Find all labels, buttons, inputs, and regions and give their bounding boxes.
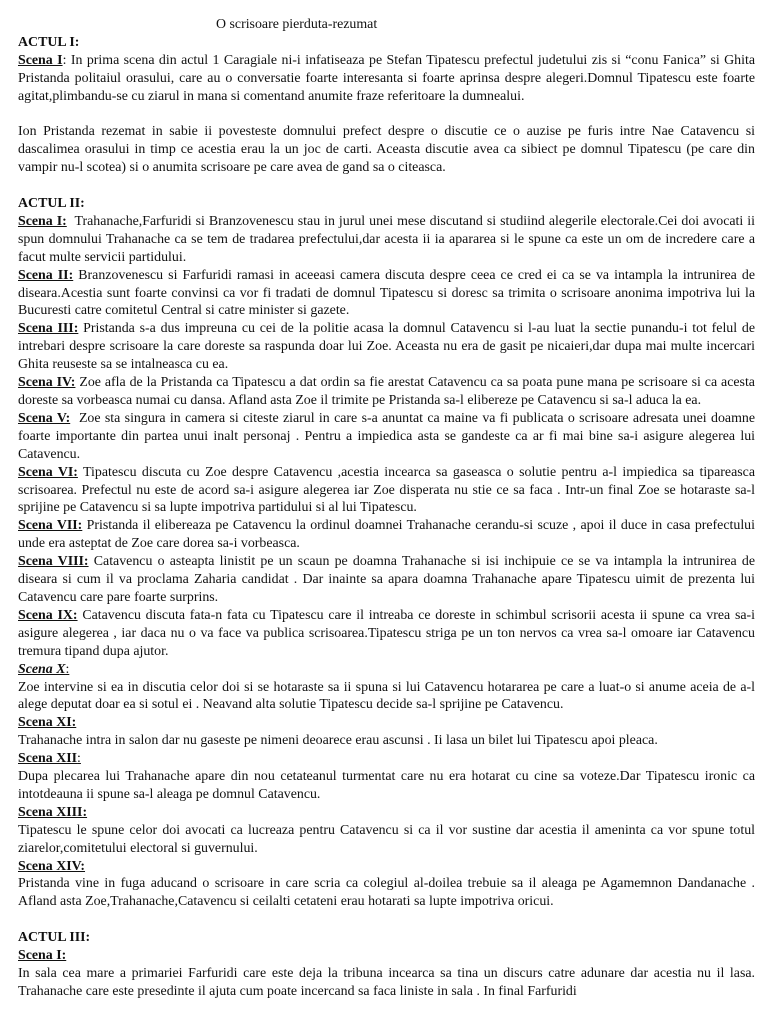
scene-label: Scena VI: (18, 464, 78, 480)
scene-text: Trahanache,Farfuridi si Branzovenescu stau in jurul unei mese discutand si studiind alegerile electorale.Cei doi avocati ii spun domnului Trahanache ca se tem de tradarea prefectului,dar acesta ii ia apararea si le spune ca este un om de incredere care a facut multe servicii partidului. (18, 213, 755, 265)
document-body (18, 16, 755, 1001)
act2-scene12-text: Dupa plecarea lui Trahanache apare din nou cetateanul turmentat care nu era hotarat cu cine sa voteze.Dar Tipatescu ironic ca intotdeauna ii spune sa-l aleaga pe domnul Catavencu. (18, 769, 755, 802)
scene-label: Scena I (18, 52, 63, 68)
act2-scene2 (18, 267, 755, 321)
paragraph-gap (18, 911, 755, 929)
act1-scene1 (18, 52, 755, 106)
act2-scene8 (18, 553, 755, 607)
scene-text: Tipatescu discuta cu Zoe despre Catavencu ,acestia incearca sa gaseasca o solutie pentru a-l impiedica sa tipareasca scrisoarea. Prefectul nu este de acord sa-i asigure alegerea iar Zoe disperata nu stie ce sa faca . Intr-un final Zoe se hotaraste sa-l sprijine pe Catavencu si sa lupte impotriva partidului si al lui Tipatescu. (18, 464, 755, 516)
act2-scene11-label: Scena XI: (18, 715, 77, 731)
scene-text: Pristanda il elibereaza pe Catavencu la ordinul doamnei Trahanache cerandu-si scuze , apoi il duce in casa prefectului unde era asteptat de Zoe care dorea sa-i vorbeasca. (18, 518, 755, 552)
act2-scene5 (18, 410, 755, 464)
act3-scene1-label: Scena I: (18, 948, 67, 964)
act2-scene6 (18, 464, 755, 518)
act3-heading: ACTUL III: (18, 930, 91, 946)
scene-label: Scena V: (18, 410, 71, 426)
act1-paragraph-2: Ion Pristanda rezemat in sabie ii povesteste domnului prefect despre o discutie ce o auzise pe furis intre Nae Catavencu si dascalimea orasului in timp ce acestia erau la un joc de carti. Aceasta discutie avea ca sibiect pe domnul Tipatescu (pe care din vampir nu-l scotea) si o anumita scrisoare pe care avea de gand sa o citeasca. (18, 124, 755, 176)
scene-text: Zoe afla de la Pristanda ca Tipatescu a dat ordin sa fie arestat Catavencu ca sa poata pune mana pe scrisoare si ca acesta doreste sa vorbeasca numai cu dansa. Afland asta Zoe il trimite pe Pristanda sa-l elibereze pe Catavencu si sa-l aduca la ea. (18, 375, 755, 408)
scene-label: Scena III: (18, 321, 79, 337)
act2-scene9 (18, 607, 755, 661)
act2-scene10-label (18, 661, 755, 679)
scene-label: Scena VIII: (18, 554, 89, 570)
scene-text: Pristanda s-a dus impreuna cu cei de la politie acasa la domnul Catavencu si l-au luat la sectie punandu-i tot felul de intrebari despre scrisoare la care doreste sa raspunda doar lui Zoe. Aceasta nu era de gasit pe nicaieri,dar dupa mai multe incercari Ghita reuseste sa se intalneasca cu ea. (18, 321, 755, 373)
act2-scene1 (18, 213, 755, 267)
scene-label-colon: : (65, 661, 70, 677)
act2-scene10-text: Zoe intervine si ea in discutia celor doi si se hotaraste sa ii spuna si lui Catavencu hotararea pe care a luat-o si anume aceia de a-l alege deputat doar ea si sotul ei . Neavand alta solutie Tipatescu decide sa-l sprijine pe Catavencu. (18, 679, 755, 713)
scene-label: Scena X (18, 661, 66, 677)
paragraph-gap (18, 106, 755, 124)
scene-label-colon: : (77, 751, 81, 767)
paragraph-gap (18, 177, 755, 195)
act2-scene4 (18, 374, 755, 410)
act3-scene1-text: In sala cea mare a primariei Farfuridi care este deja la tribuna incearca sa tina un discurs catre adunare dar acestia nu il lasa. Trahanache care este presedinte il ajuta cum poate incercand sa faca liniste in sala . In final Farfuridi (18, 965, 755, 999)
act2-scene3 (18, 320, 755, 374)
scene-text: Zoe sta singura in camera si citeste ziarul in care s-a anuntat ca maine va fi publicata o scrisoare adresata unei doamne foarte importante din partea unui inalt personaj . Pentru a impiedica asta se gandeste ca ar fi mai bine sa-i asigure alegerea lui Catavencu. (18, 410, 755, 462)
scene-label: Scena IV: (18, 375, 76, 391)
scene-label: Scena XII (18, 751, 78, 767)
act2-scene11-text: Trahanache intra in salon dar nu gaseste pe nimeni deoarece erau ascunsi . Ii lasa un bilet lui Tipatescu apoi pleaca. (18, 733, 658, 749)
act2-scene14-label: Scena XIV: (18, 858, 86, 874)
scene-text: In prima scena din actul 1 Caragiale ni-i infatiseaza pe Stefan Tipatescu prefectul judetului zis si “conu Fanica” si Ghita Pristanda politaiul orasului, care au o conversatie foarte interesanta si foarte aprinsa despre alegeri.Domnul Tipatescu este foarte agitat,plimbandu-se cu ziarul in mana si comentand anumite fraze referitoare la dumnealui. (18, 52, 755, 104)
act1-heading: ACTUL I: (18, 34, 80, 50)
scene-label: Scena VII: (18, 518, 83, 534)
scene-text: Catavencu o asteapta linistit pe un scaun pe doamna Trahanache si isi inchipuie ce se va intampla la intrunirea de diseara si cum il va proclama Zaharia candidat . Dar inainte sa apara doamna Trahanache apare Tipatescu uimit de prezenta lui Catavencu care pare foarte surprins. (18, 554, 755, 605)
scene-label: Scena I: (18, 213, 67, 229)
act2-scene12-label (18, 750, 755, 768)
act2-scene7 (18, 517, 755, 553)
act2-scene13-label: Scena XIII: (18, 804, 88, 820)
act2-scene14-text: Pristanda vine in fuga aducand o scrisoare in care scria ca colegiul al-doilea trebuie sa il aleaga pe Agamemnon Dandanache . Afland asta Zoe,Trahanache,Catavencu si ceilalti cetateni erau hotarati sa lupte impotriva oricui. (18, 876, 755, 910)
scene-label-separator: : (62, 52, 71, 68)
act2-scene13-text: Tipatescu le spune celor doi avocati ca lucreaza pentru Catavencu si ca il vor sustine dar acestia il ameninta ca vor spune totul ziarelor,comitetului electoral si guvernului. (18, 822, 755, 856)
scene-text: Catavencu discuta fata-n fata cu Tipatescu care il intreaba ce doreste in schimbul scrisorii acesta ii spune ca vrea sa-i asigure alegerea , iar daca nu o va face va publica scrisoarea.Tipatescu striga pe un ton nervos ca vrea sa-l omoare iar Catavencu tremura tipand dupa ajutor. (18, 607, 755, 659)
act2-heading: ACTUL II: (18, 196, 85, 212)
scene-label: Scena IX: (18, 607, 78, 623)
scene-text: Branzovenescu si Farfuridi ramasi in aceeasi camera discuta despre ceea ce cred ei ca se va intampla la intrunirea de diseara.Acestia sunt foarte convinsi ca vor fi tradati de domnul Tipatescu si doresc sa trimita o scrisoare anonima impotriva lui la Bucuresti catre comitetul Central si catre minister si gazete. (18, 267, 756, 319)
document-title: O scrisoare pierduta-rezumat (216, 17, 378, 32)
scene-label: Scena II: (18, 267, 74, 283)
